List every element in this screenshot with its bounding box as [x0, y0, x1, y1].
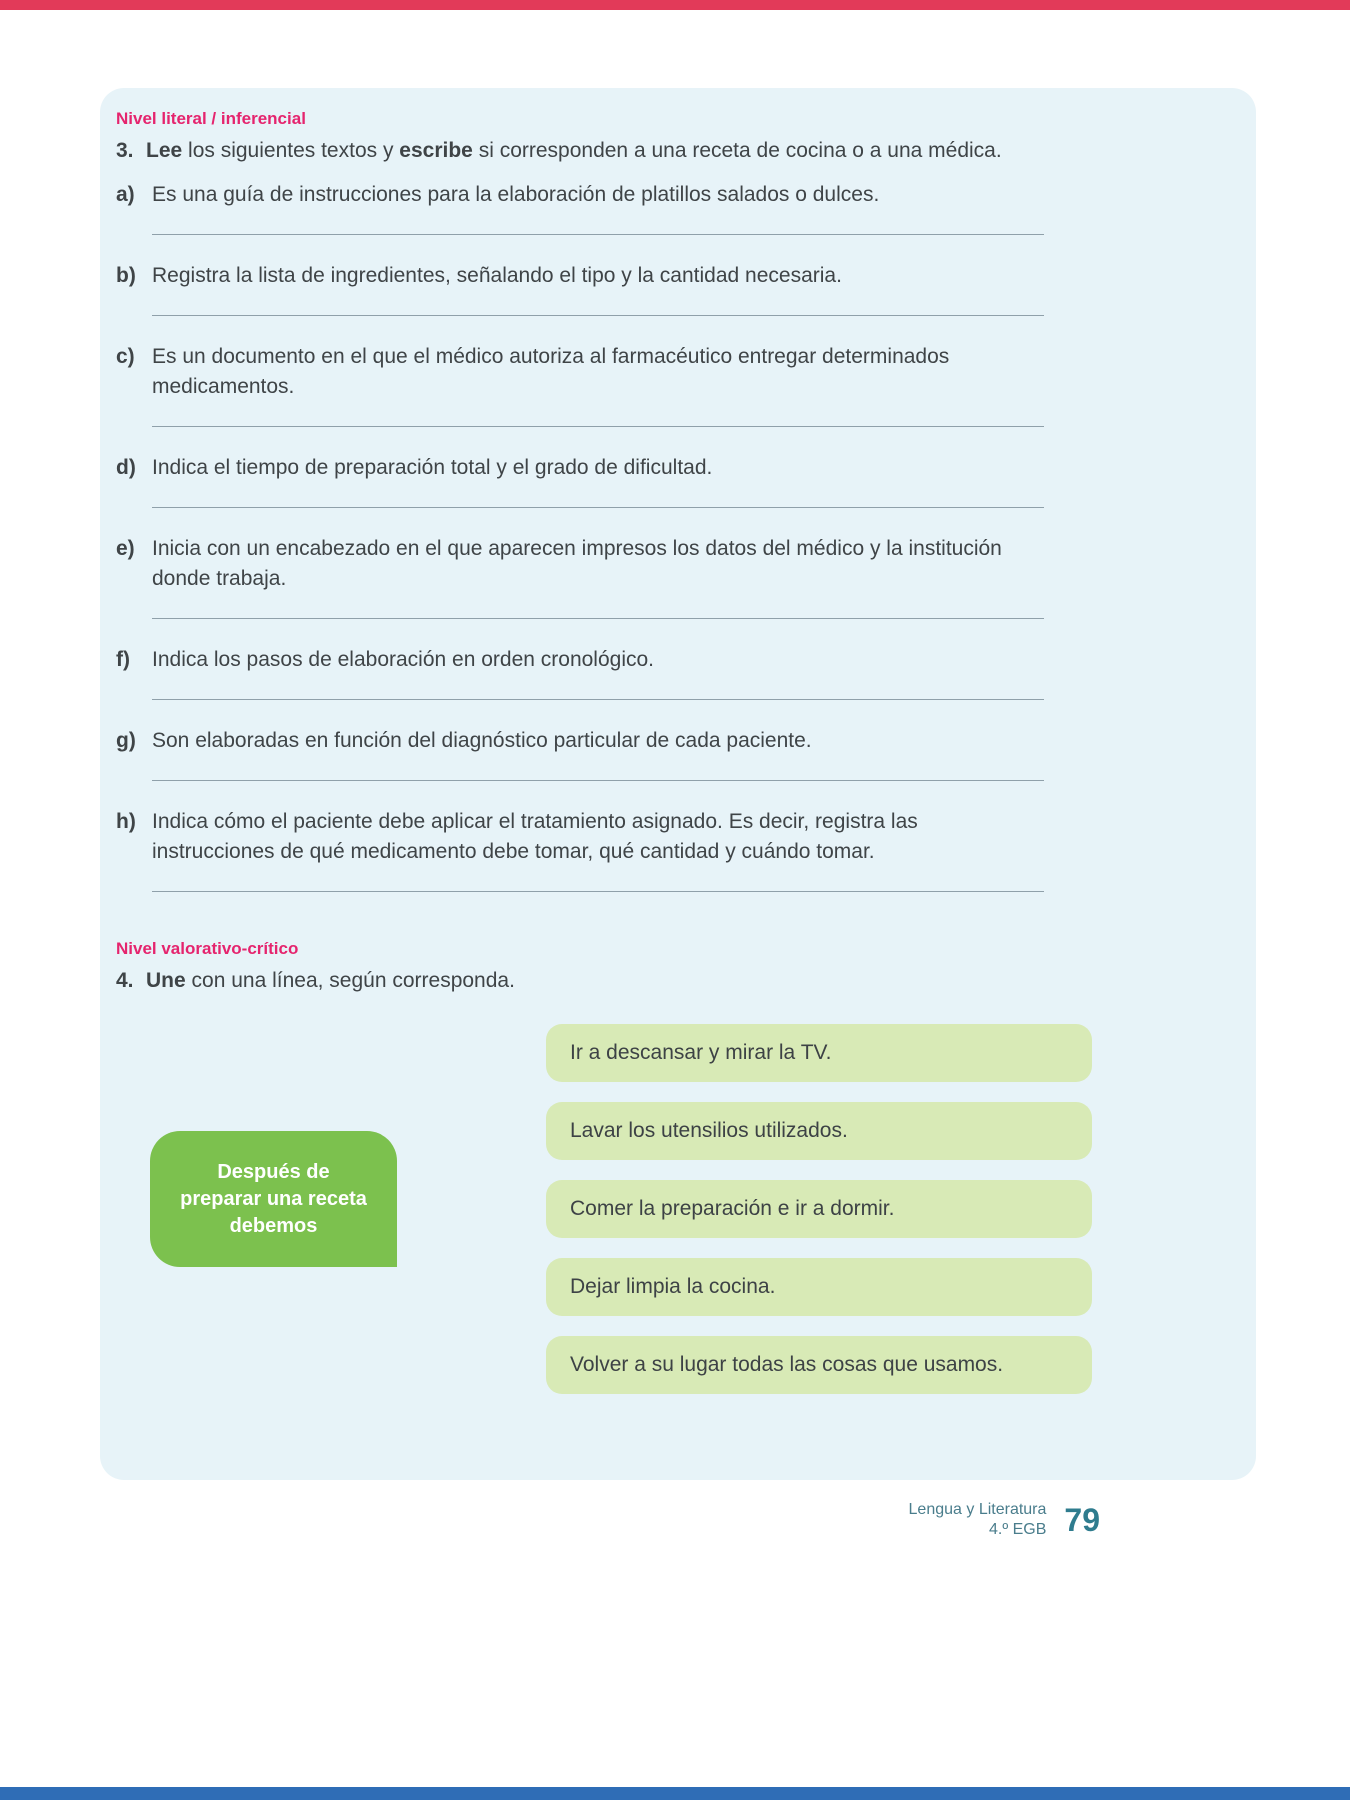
footer-grade: 4.º EGB [988, 1521, 1047, 1538]
section4-text1: con una línea, según corresponda. [185, 969, 515, 992]
match-option-4[interactable]: Dejar limpia la cocina. [546, 1258, 1092, 1316]
footer-page-number: 79 [1064, 1502, 1100, 1538]
exercise-item-d [116, 453, 1238, 508]
exercise-item-g [116, 726, 1238, 781]
section3-text2: si corresponden a una receta de cocina o a una médica. [472, 139, 1002, 162]
match-option-3[interactable]: Comer la preparación e ir a dormir. [546, 1180, 1092, 1238]
item-text: Indica el tiempo de preparación total y el grado de dificultad. [152, 456, 713, 479]
page-footer [909, 1500, 1100, 1540]
section3-instruction [116, 136, 1238, 166]
item-text: Son elaboradas en función del diagnóstico particular de cada paciente. [152, 729, 812, 752]
section3-level-label: Nivel literal / inferencial [116, 109, 306, 128]
match-option-1[interactable]: Ir a descansar y mirar la TV. [546, 1024, 1092, 1082]
match-option-2[interactable]: Lavar los utensilios utilizados. [546, 1102, 1092, 1160]
item-text: Es un documento en el que el médico autoriza al farmacéutico entregar determinados medicamentos. [152, 345, 950, 398]
answer-line-c[interactable] [152, 426, 1044, 427]
exercise-item-f [116, 645, 1238, 700]
section4-instruction [116, 966, 1238, 996]
match-source-box[interactable]: Después de preparar una receta debemos [150, 1131, 397, 1267]
exercise-item-c [116, 342, 1238, 427]
answer-line-b[interactable] [152, 315, 1044, 316]
item-letter: g) [116, 729, 136, 752]
item-text: Es una guía de instrucciones para la elaboración de platillos salados o dulces. [152, 183, 880, 206]
match-option-5[interactable]: Volver a su lugar todas las cosas que usamos. [546, 1336, 1092, 1394]
answer-line-a[interactable] [152, 234, 1044, 235]
exercise-item-a [116, 180, 1238, 235]
item-text: Indica cómo el paciente debe aplicar el tratamiento asignado. Es decir, registra las instrucciones de qué medicamento debe tomar, qué cantidad y cuándo tomar. [152, 810, 918, 863]
exercise-items [116, 180, 1238, 892]
item-letter: h) [116, 810, 136, 833]
answer-line-e[interactable] [152, 618, 1044, 619]
item-letter: c) [116, 345, 135, 368]
answer-line-d[interactable] [152, 507, 1044, 508]
section4-level-label: Nivel valorativo-crítico [116, 939, 299, 958]
section4-verb: Une [146, 969, 186, 992]
section3-verb2: escribe [399, 139, 473, 162]
item-letter: f) [116, 648, 130, 671]
exercise-item-b [116, 261, 1238, 316]
answer-line-h[interactable] [152, 891, 1044, 892]
matching-exercise [116, 1024, 1238, 1404]
answer-line-f[interactable] [152, 699, 1044, 700]
footer-series-block [909, 1500, 1047, 1540]
item-text: Inicia con un encabezado en el que aparecen impresos los datos del médico y la institución donde trabaja. [152, 537, 1002, 590]
exercise-item-e [116, 534, 1238, 619]
item-letter: a) [116, 183, 135, 206]
content-panel [100, 88, 1256, 1480]
section3-number: 3. [116, 139, 134, 162]
item-letter: b) [116, 264, 136, 287]
section3-verb: Lee [146, 139, 183, 162]
bottom-accent-bar [0, 1787, 1350, 1800]
top-accent-bar [0, 0, 1350, 10]
match-options [546, 1024, 1092, 1414]
exercise-item-h [116, 807, 1238, 892]
section4-number: 4. [116, 969, 134, 992]
item-letter: d) [116, 456, 136, 479]
section3-text1: los siguientes textos y [182, 139, 400, 162]
item-text: Registra la lista de ingredientes, señalando el tipo y la cantidad necesaria. [152, 264, 842, 287]
answer-line-g[interactable] [152, 780, 1044, 781]
footer-series-title: Lengua y Literatura [908, 1501, 1047, 1518]
item-letter: e) [116, 537, 135, 560]
item-text: Indica los pasos de elaboración en orden cronológico. [152, 648, 655, 671]
